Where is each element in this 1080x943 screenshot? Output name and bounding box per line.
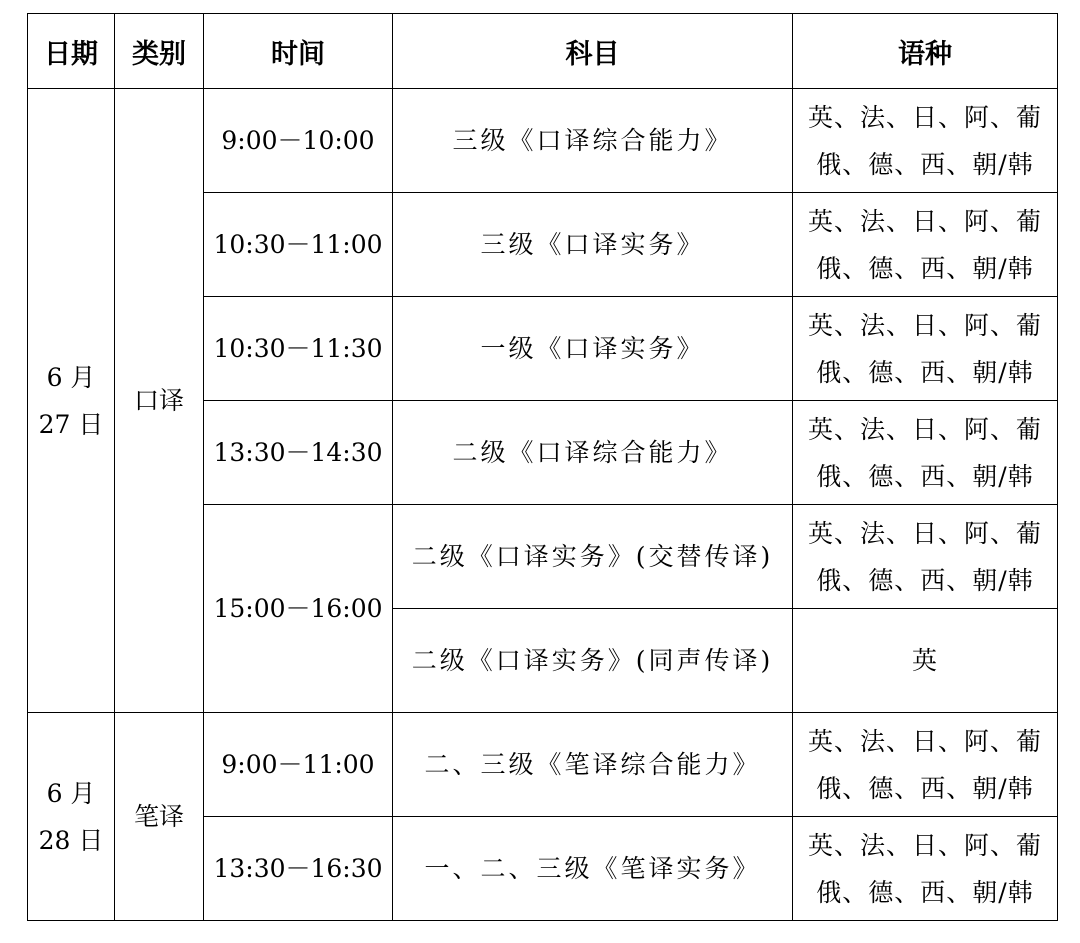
subject-cell: 三级《口译综合能力》 <box>393 89 793 193</box>
language-line: 俄、德、西、朝/韩 <box>816 149 1034 179</box>
header-language: 语种 <box>793 14 1058 89</box>
language-line: 英、法、日、阿、葡 <box>807 830 1042 860</box>
language-cell <box>793 193 1058 297</box>
language-line: 俄、德、西、朝/韩 <box>816 773 1034 803</box>
subject-cell: 三级《口译实务》 <box>393 193 793 297</box>
language-line: 俄、德、西、朝/韩 <box>816 253 1034 283</box>
time-cell: 13:30－14:30 <box>204 401 393 505</box>
language-line: 俄、德、西、朝/韩 <box>816 357 1034 387</box>
date-day: 27 日 <box>38 409 104 439</box>
language-line: 英、法、日、阿、葡 <box>807 102 1042 132</box>
table-row <box>28 89 1058 193</box>
time-cell: 9:00－11:00 <box>204 713 393 817</box>
language-line: 俄、德、西、朝/韩 <box>816 461 1034 491</box>
date-month: 6 月 <box>46 362 96 392</box>
language-line: 英、法、日、阿、葡 <box>807 414 1042 444</box>
header-time: 时间 <box>204 14 393 89</box>
language-cell <box>793 401 1058 505</box>
time-cell: 9:00－10:00 <box>204 89 393 193</box>
language-cell <box>793 609 1058 713</box>
date-cell <box>28 89 115 713</box>
language-line: 英、法、日、阿、葡 <box>807 726 1042 756</box>
language-line: 俄、德、西、朝/韩 <box>816 565 1034 595</box>
header-subject: 科目 <box>393 14 793 89</box>
language-line: 英 <box>911 646 938 675</box>
language-cell <box>793 817 1058 921</box>
header-row <box>28 14 1058 89</box>
language-cell <box>793 297 1058 401</box>
time-cell: 13:30－16:30 <box>204 817 393 921</box>
header-date: 日期 <box>28 14 115 89</box>
time-cell: 10:30－11:30 <box>204 297 393 401</box>
time-cell: 15:00－16:00 <box>204 505 393 713</box>
subject-cell: 一级《口译实务》 <box>393 297 793 401</box>
subject-cell: 二级《口译实务》(同声传译) <box>393 609 793 713</box>
language-line: 英、法、日、阿、葡 <box>807 518 1042 548</box>
table-row <box>28 713 1058 817</box>
subject-cell: 二、三级《笔译综合能力》 <box>393 713 793 817</box>
header-category: 类别 <box>115 14 204 89</box>
language-cell <box>793 713 1058 817</box>
language-line: 英、法、日、阿、葡 <box>807 206 1042 236</box>
language-line: 英、法、日、阿、葡 <box>807 310 1042 340</box>
category-cell: 口译 <box>115 89 204 713</box>
time-cell: 10:30－11:00 <box>204 193 393 297</box>
language-cell <box>793 89 1058 193</box>
subject-cell: 二级《口译实务》(交替传译) <box>393 505 793 609</box>
date-day: 28 日 <box>38 825 104 855</box>
date-month: 6 月 <box>46 778 96 808</box>
subject-cell: 二级《口译综合能力》 <box>393 401 793 505</box>
exam-schedule-table <box>27 13 1058 921</box>
language-line: 俄、德、西、朝/韩 <box>816 877 1034 907</box>
subject-cell: 一、二、三级《笔译实务》 <box>393 817 793 921</box>
category-cell: 笔译 <box>115 713 204 921</box>
language-cell <box>793 505 1058 609</box>
date-cell <box>28 713 115 921</box>
